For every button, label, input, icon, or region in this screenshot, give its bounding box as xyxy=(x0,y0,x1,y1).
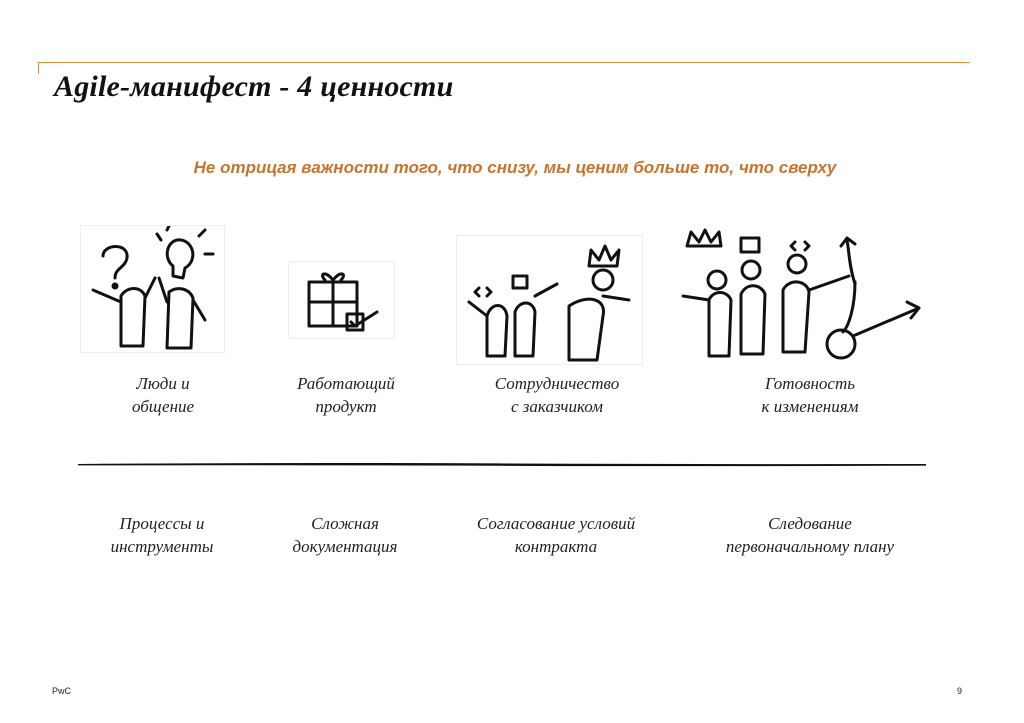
value-contract-line1: Согласование условий xyxy=(476,514,636,533)
value-change-label xyxy=(720,372,900,418)
value-people-line1: Люди и xyxy=(136,374,190,393)
value-product-label xyxy=(266,372,426,418)
page-number: 9 xyxy=(957,686,963,696)
value-people-label xyxy=(88,372,238,418)
value-plan-line1: Следование xyxy=(768,514,852,533)
value-contract-label xyxy=(446,512,666,558)
values-divider-line xyxy=(78,460,926,468)
value-documentation-line2: документация xyxy=(292,537,398,556)
value-contract-line2: контракта xyxy=(514,537,598,556)
value-documentation-line1: Сложная xyxy=(311,514,379,533)
gift-box-checkmark-illustration xyxy=(288,261,395,339)
value-plan-line2: первоначальному плану xyxy=(725,537,895,556)
value-customer-label xyxy=(462,372,652,418)
footer-brand: PwC xyxy=(52,686,72,696)
slide-title: Agile-манифест - 4 ценности xyxy=(54,70,454,103)
value-customer-line1: Сотрудничество xyxy=(494,374,620,393)
value-documentation-label xyxy=(265,512,425,558)
value-processes-line1: Процессы и xyxy=(119,514,205,533)
customer-collaboration-illustration xyxy=(456,235,643,365)
value-customer-line2: с заказчиком xyxy=(511,397,603,416)
people-thinking-illustration xyxy=(80,225,225,353)
responding-to-change-illustration xyxy=(679,216,927,368)
title-frame-top-rule xyxy=(38,62,970,63)
value-product-line2: продукт xyxy=(315,397,377,416)
title-frame-left-rule xyxy=(38,62,39,74)
value-plan-label xyxy=(690,512,930,558)
value-change-line1: Готовность xyxy=(765,374,855,393)
value-product-line1: Работающий xyxy=(297,374,395,393)
value-processes-label xyxy=(82,512,242,558)
value-processes-line2: инструменты xyxy=(110,537,214,556)
value-people-line2: общение xyxy=(131,397,195,416)
slide-subtitle: Не отрицая важности того, что снизу, мы ценим больше то, что сверху xyxy=(193,158,837,177)
value-change-line2: к изменениям xyxy=(761,397,859,416)
